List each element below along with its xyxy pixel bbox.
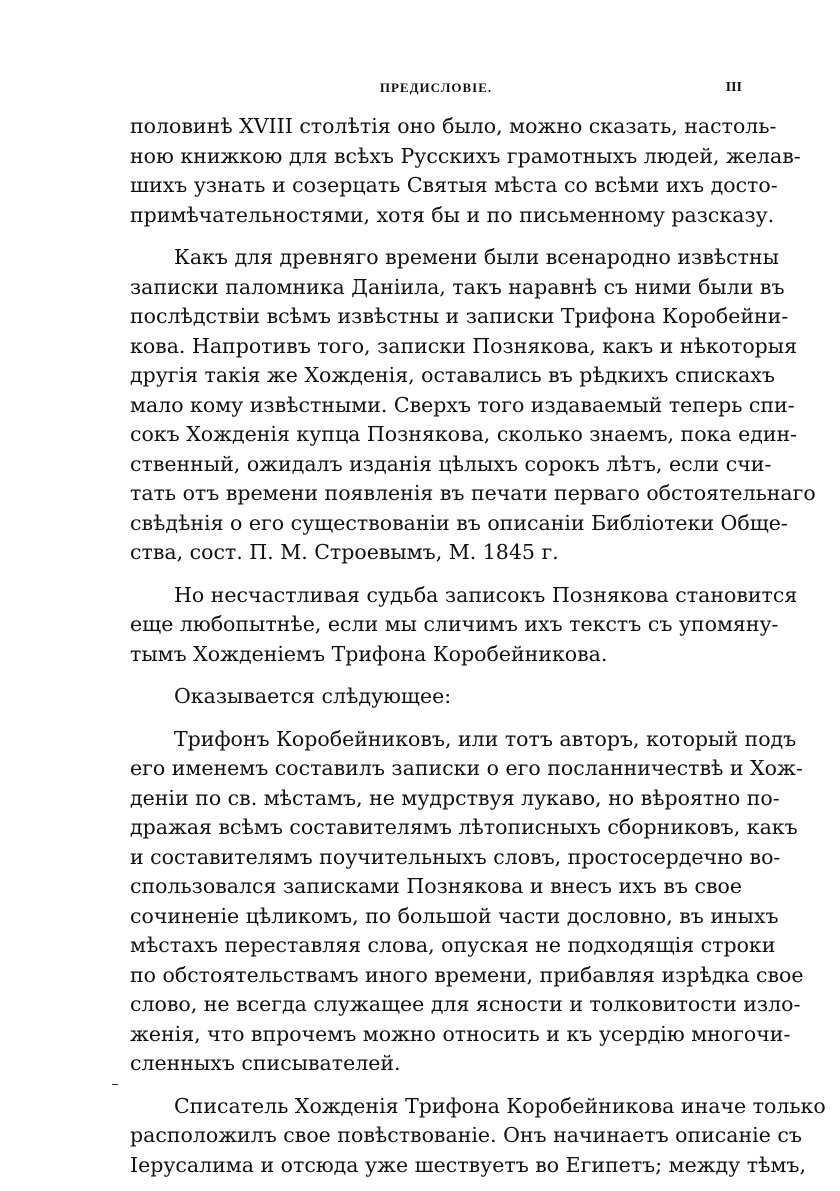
text-line: мало кому извѣстными. Сверхъ того издаваемый теперь спи- — [130, 392, 795, 417]
text-line: тать отъ времени появленія въ печати перваго обстоятельнаго — [130, 481, 816, 505]
text-line: другія такія же Хожденія, оставались въ рѣдкихъ спискахъ — [130, 363, 775, 387]
text-line: записки паломника Даніила, такъ наравнѣ съ ними были въ — [130, 274, 785, 299]
text-line: сокъ Хожденія купца Познякова, сколько знаемъ, пока един- — [130, 422, 798, 446]
paragraph-6 — [130, 1092, 826, 1181]
running-title: ПРЕДИСЛОВІЕ. — [379, 80, 493, 95]
text-line: Оказывается слѣдующее: — [174, 684, 452, 708]
text-line: тымъ Хожденіемъ Трифона Коробейникова. — [130, 641, 608, 666]
text-line: ства, сост. П. М. Строевымъ, М. 1845 г. — [130, 540, 559, 564]
text-line: Какъ для древняго времени были всенародно извѣстны — [174, 245, 779, 269]
text-line: сленныхъ списывателей. — [130, 1051, 401, 1075]
paragraph-1 — [130, 112, 801, 230]
margin-mark — [112, 1084, 118, 1085]
text-line: деніи по св. мѣстамъ, не мудрствуя лукаво, но вѣроятно по- — [130, 785, 780, 810]
text-line: дражая всѣмъ составителямъ лѣтописныхъ сборниковъ, какъ — [130, 815, 798, 839]
text-line: слово, не всегда служащее для ясности и толковитости изло- — [130, 992, 801, 1016]
page-number: III — [725, 80, 742, 95]
text-line: Трифонъ Коробейниковъ, или тотъ авторъ, который подъ — [174, 726, 797, 751]
text-line: Списатель Хожденія Трифона Коробейникова иначе только — [174, 1093, 826, 1118]
body-text — [130, 112, 826, 1180]
text-line: шихъ узнать и созерцать Святыя мѣста со всѣми ихъ досто- — [130, 173, 778, 197]
text-line: расположилъ свое повѣствованіе. Онъ начинаетъ описаніе съ — [130, 1123, 802, 1147]
text-line: еще любопытнѣе, если мы сличимъ ихъ текстъ съ упомяну- — [130, 612, 779, 636]
paragraph-2 — [130, 243, 816, 568]
text-line: мѣстахъ переставляя слова, опуская не подходящія строки — [130, 933, 776, 957]
paragraph-4 — [130, 682, 742, 712]
text-line: кова. Напротивъ того, записки Познякова, какъ и нѣкоторыя — [130, 333, 798, 358]
text-line: сочиненіе цѣликомъ, по большой части дословно, въ иныхъ — [130, 903, 779, 928]
text-line: послѣдствіи всѣмъ извѣстны и записки Трифона Коробейни- — [130, 304, 789, 328]
text-line: половинѣ XVIII столѣтія оно было, можно сказать, настоль- — [130, 114, 777, 138]
text-line: ственный, ожидалъ изданія цѣлыхъ сорокъ лѣтъ, если счи- — [130, 451, 772, 476]
paragraph-5 — [130, 725, 804, 1079]
text-line: Но несчастливая судьба записокъ Познякова становится — [174, 582, 798, 607]
text-line: Іерусалима и отсюда уже шествуетъ во Египетъ; между тѣмъ, — [130, 1152, 806, 1177]
text-line: спользовался записками Познякова и внесъ ихъ въ свое — [130, 874, 742, 898]
text-line: его именемъ составилъ записки о его посланничествѣ и Хож- — [130, 756, 803, 780]
text-line: ною книжкою для всѣхъ Русскихъ грамотныхъ людей, желав- — [130, 143, 801, 168]
text-line: и составителямъ поучительныхъ словъ, простосердечно во- — [130, 844, 781, 869]
text-line: свѣдѣнія о его существованіи въ описаніи Библіотеки Обще- — [130, 510, 788, 535]
text-line: женія, что впрочемъ можно относить и къ усердію многочи- — [130, 1021, 791, 1046]
text-line: примѣчательностями, хотя бы и по письменному разсказу. — [130, 202, 775, 227]
text-line: по обстоятельствамъ иного времени, прибавляя изрѣдка свое — [130, 962, 804, 987]
paragraph-3 — [130, 581, 798, 670]
